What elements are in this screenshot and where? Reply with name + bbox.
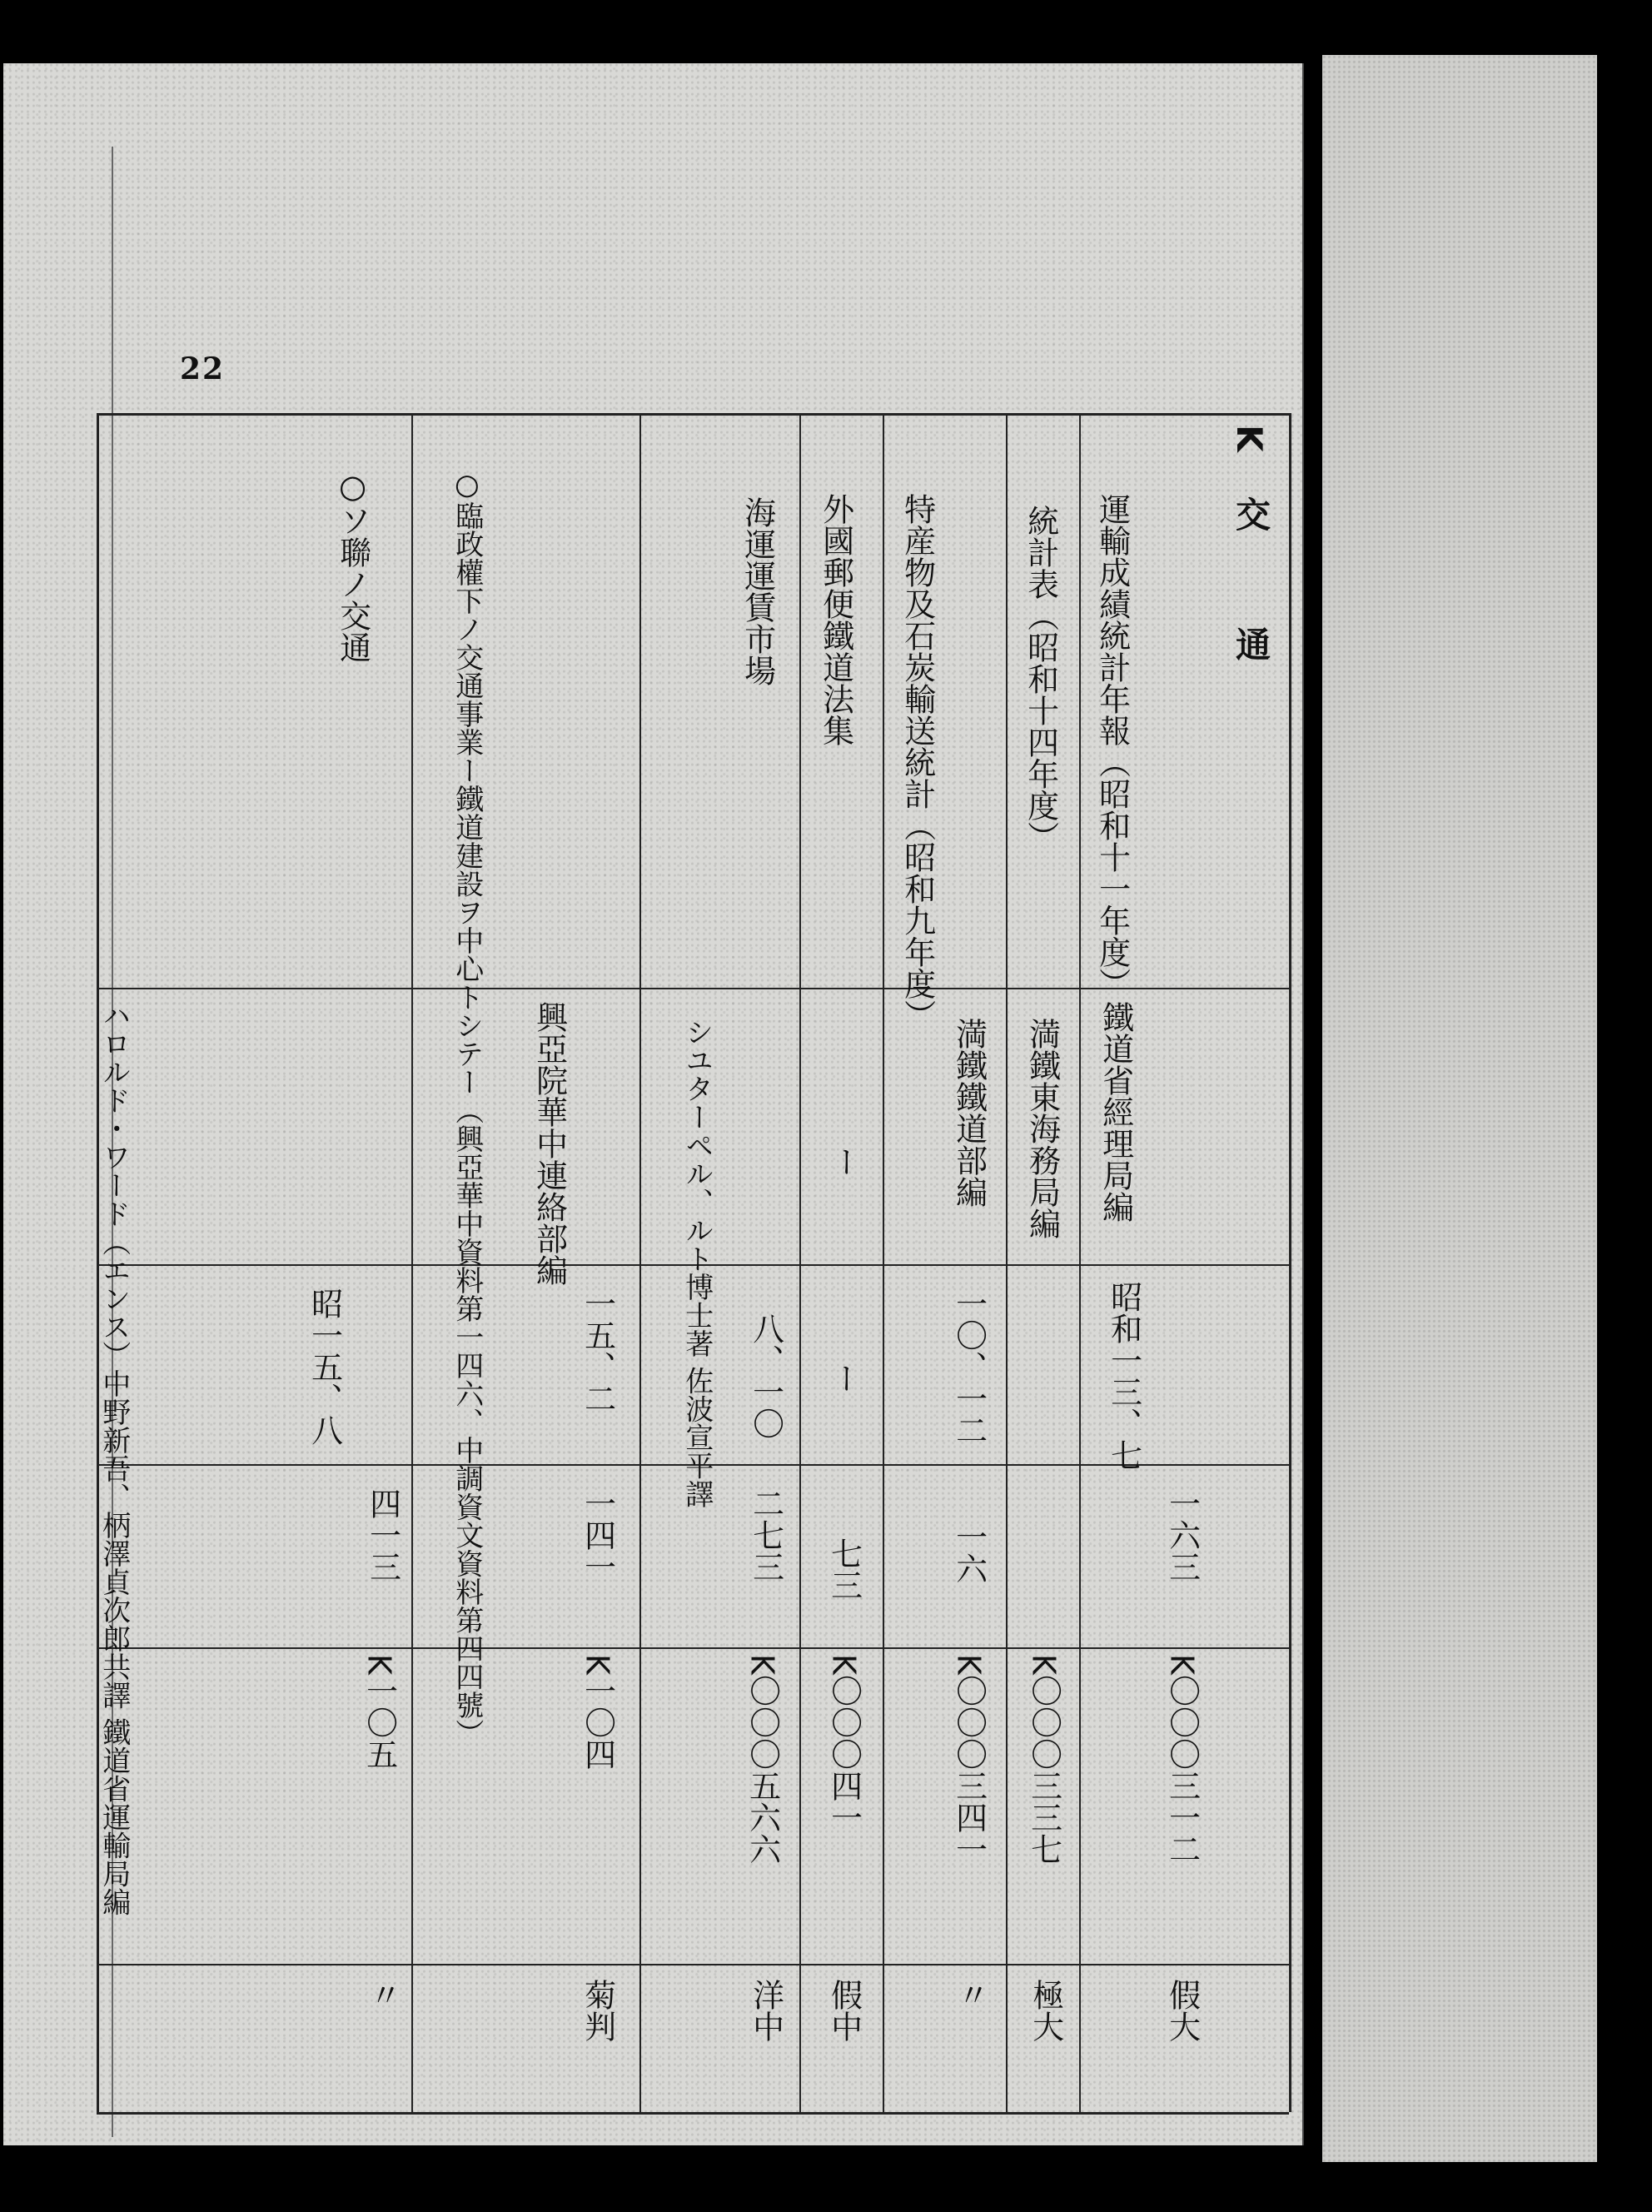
- entry-price: 假大: [1163, 1979, 1201, 2042]
- table-bottom-border: [97, 2112, 1289, 2115]
- entry-author: 鐵道省經理局編: [1097, 1001, 1134, 1223]
- entry-code: K〇〇〇五六六: [744, 1654, 781, 1865]
- entry-pages: 二七三: [747, 1487, 784, 1582]
- section-title: 交 通: [1231, 496, 1271, 691]
- entry-pages: 七三: [825, 1537, 863, 1601]
- catalog-table: [97, 413, 1289, 2112]
- entry-title: 統計表（昭和十四年度）: [1022, 505, 1059, 853]
- entry-pages: 四一三: [364, 1487, 401, 1582]
- entry-author: シユターペル、ルト博士著 佐波宣平譯: [679, 1018, 714, 1508]
- entry-code: K〇〇〇三一二: [1163, 1654, 1201, 1865]
- entry-price: 洋中: [747, 1979, 784, 2042]
- entry-author: ー: [825, 1146, 863, 1178]
- entry-price: 〃: [952, 1979, 989, 2010]
- entry-date: ー: [825, 1363, 863, 1394]
- divider-code-price: [97, 1964, 1289, 1965]
- entry-date: 一五、二: [579, 1288, 616, 1414]
- column-line-2: [1006, 413, 1008, 2112]
- table-right-border: [1289, 413, 1291, 2112]
- entry-author: 興亞院華中連絡部編: [530, 1001, 568, 1286]
- entry-pages: 一四一: [579, 1487, 616, 1582]
- column-line-6: [411, 413, 413, 2112]
- entry-author: 満鐵東海務局編: [1023, 1018, 1061, 1239]
- column-line-1: [1079, 413, 1081, 2112]
- entry-code: K一〇四: [579, 1654, 616, 1770]
- entry-price: 〃: [364, 1979, 401, 2010]
- adjacent-page-edge: [1322, 55, 1597, 2162]
- entry-title: ○臨政權下ノ交通事業ー鐵道建設ヲ中心トシテー（興亞華中資料第一四六、中調資文資料第四四號）: [450, 468, 484, 1747]
- entry-author: 満鐵鐵道部編: [950, 1018, 988, 1208]
- entry-code: K一〇五: [361, 1654, 398, 1770]
- section-letter: K: [1229, 425, 1270, 482]
- entry-date: 昭一五、八: [306, 1288, 343, 1446]
- entry-date: 八、一〇: [747, 1313, 784, 1439]
- entry-price: 假中: [825, 1979, 863, 2042]
- entry-price: 極大: [1027, 1979, 1064, 2042]
- divider-pages-code: [97, 1647, 1289, 1649]
- entry-title: 海運運賃市場: [739, 496, 776, 686]
- entry-title: 外國郵便鐵道法集: [817, 493, 854, 746]
- entry-date: 昭和一三、七: [1105, 1281, 1142, 1471]
- entry-title: 運輸成績統計年報（昭和十一年度）: [1093, 493, 1131, 999]
- entry-title: 特産物及石炭輸送統計（昭和九年度）: [898, 493, 936, 1031]
- column-line-3: [883, 413, 884, 2112]
- entry-pages: 一六三: [1163, 1487, 1201, 1582]
- column-line-4: [799, 413, 801, 2112]
- entry-code: K〇〇〇四一: [825, 1654, 863, 1833]
- page-number: 22: [180, 351, 226, 386]
- table-top-border: [97, 413, 1289, 416]
- entry-author: ハロルド・ワード（エンス）中野新吾、柄澤貞次郎共譯 鐵道省運輸局編: [97, 1001, 131, 1916]
- entry-code: K〇〇〇三四一: [950, 1654, 988, 1865]
- entry-price: 菊判: [579, 1979, 616, 2042]
- entry-code: K〇〇〇三三七: [1025, 1654, 1062, 1865]
- entry-date: 一〇、一二: [950, 1288, 988, 1446]
- scanned-page: [3, 63, 1304, 2145]
- entry-title: ○ソ聯ノ交通: [334, 468, 371, 663]
- entry-pages: 一六: [950, 1521, 988, 1584]
- column-line-5: [639, 413, 641, 2112]
